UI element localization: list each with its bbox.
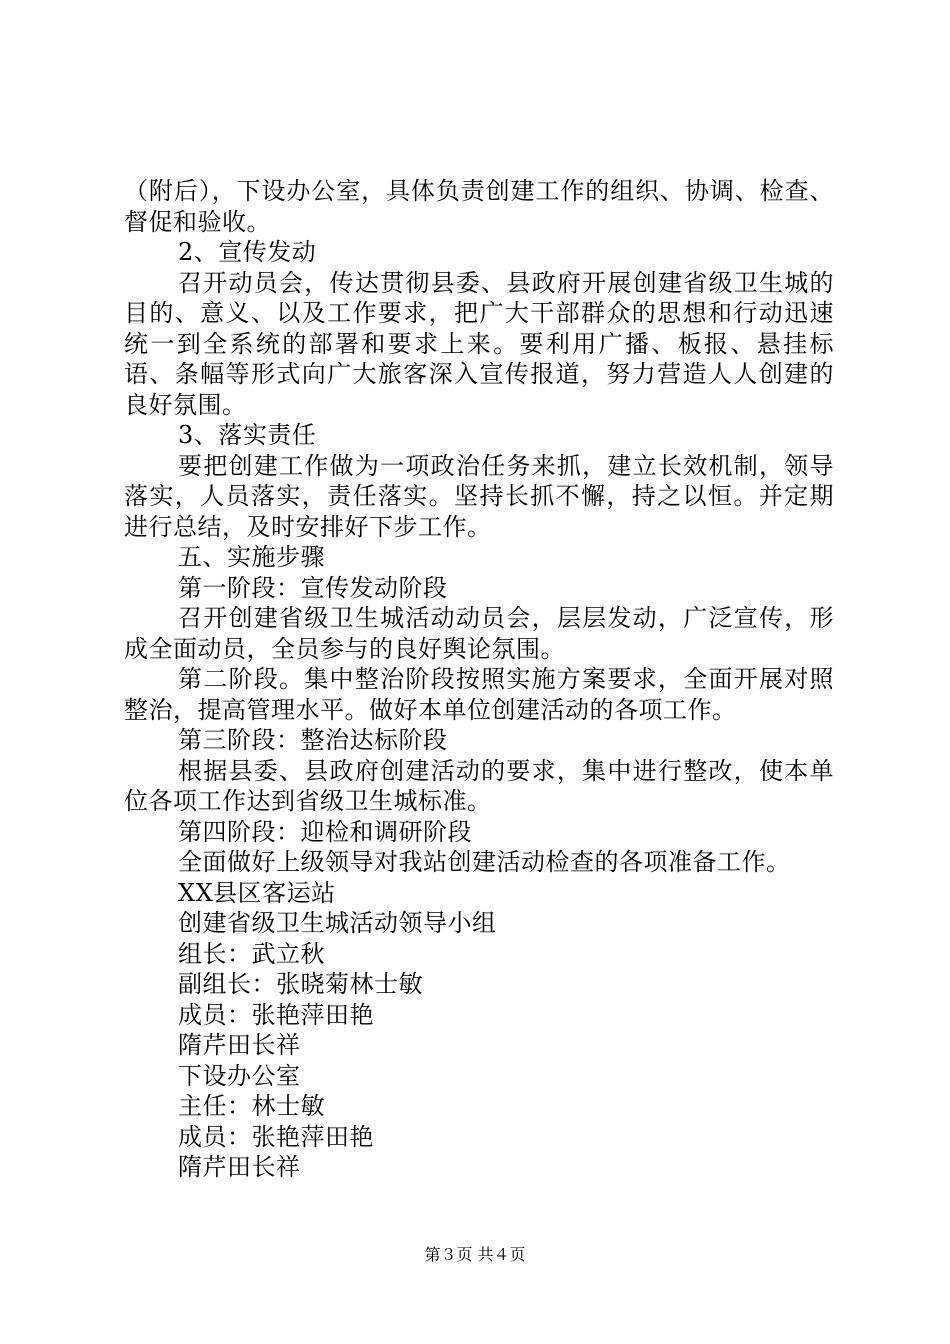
paragraph-continuation: （附后），下设办公室，具体负责创建工作的组织、协调、检查、督促和验收。: [124, 177, 834, 236]
page-number-label: 第３页 共４页: [424, 1245, 526, 1264]
document-body: [124, 176, 834, 1183]
paragraph-stage-four: 全面做好上级领导对我站创建活动检查的各项准备工作。: [178, 848, 791, 876]
members-line: 成员：张艳萍田艳: [178, 1000, 374, 1029]
deputy-leader-line: 副组长：张晓菊林士敏: [178, 970, 423, 998]
org-name-line: XX县区客运站: [178, 878, 336, 907]
office-director-line: 主任：林士敏: [178, 1092, 325, 1120]
members-continued-line: 隋芹田长祥: [178, 1031, 301, 1059]
heading-responsibility: 3、落实责任: [178, 421, 317, 449]
heading-stage-one: 第一阶段：宣传发动阶段: [178, 573, 448, 602]
group-name-line: 创建省级卫生城活动领导小组: [178, 909, 497, 937]
office-members-continued-line: 隋芹田长祥: [178, 1153, 301, 1181]
page-footer: [0, 1244, 950, 1266]
paragraph-stage-one: 召开创建省级卫生城活动动员会，层层发动，广泛宣传，形成全面动员，全员参与的良好舆论氛围。: [124, 604, 834, 663]
heading-publicity: 2、宣传发动: [178, 238, 317, 266]
paragraph-responsibility: 要把创建工作做为一项政治任务来抓，建立长效机制，领导落实，人员落实，责任落实。坚持长抓不懈，持之以恒。并定期进行总结，及时安排好下步工作。: [124, 451, 834, 541]
office-members-line: 成员：张艳萍田艳: [178, 1122, 374, 1151]
paragraph-publicity: 召开动员会，传达贯彻县委、县政府开展创建省级卫生城的目的、意义、以及工作要求，把广大干部群众的思想和行动迅速统一到全系统的部署和要求上来。要利用广播、板报、悬挂标语、条幅等形式向广大旅客深入宣传报道，努力营造人人创建的良好氛围。: [124, 268, 834, 419]
heading-stage-three: 第三阶段：整治达标阶段: [178, 726, 448, 754]
paragraph-stage-two: 第二阶段。集中整治阶段按照实施方案要求，全面开展对照整治，提高管理水平。做好本单位创建活动的各项工作。: [124, 665, 834, 724]
office-line: 下设办公室: [178, 1061, 301, 1090]
paragraph-stage-three: 根据县委、县政府创建活动的要求，集中进行整改，使本单位各项工作达到省级卫生城标准。: [124, 756, 834, 815]
heading-implementation-steps: 五、实施步骤: [178, 543, 325, 571]
group-leader-line: 组长：武立秋: [178, 939, 325, 968]
heading-stage-four: 第四阶段：迎检和调研阶段: [178, 817, 472, 846]
